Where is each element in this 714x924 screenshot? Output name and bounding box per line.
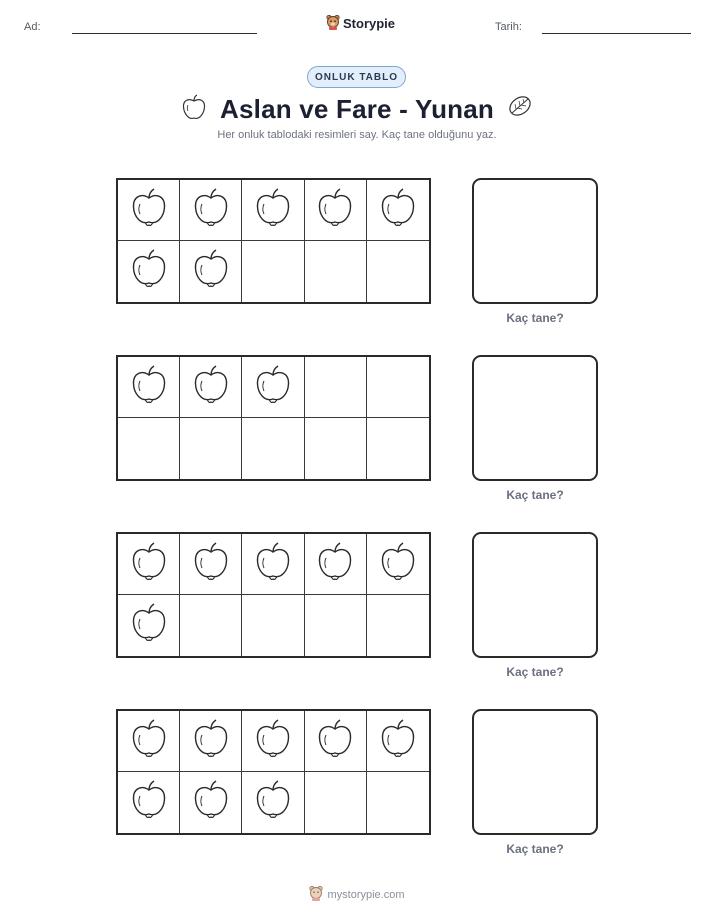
- apple-icon: [192, 248, 230, 295]
- ten-frame-cell: [180, 534, 242, 595]
- ten-frame-cell: [180, 711, 242, 772]
- ten-frame: [116, 355, 431, 481]
- ten-frame-cell: [118, 711, 180, 772]
- footer: [0, 885, 714, 904]
- footer-url[interactable]: mystorypie.com: [327, 888, 405, 901]
- ten-frame-cell: [367, 595, 429, 656]
- answer-box[interactable]: [472, 709, 598, 835]
- ten-frame-cell: [242, 595, 304, 656]
- ten-frame-cell: [118, 241, 180, 302]
- ten-frame-cell: [367, 357, 429, 418]
- ten-frame-cell: [180, 595, 242, 656]
- ten-frame-cell: [305, 595, 367, 656]
- apple-icon: [379, 187, 417, 234]
- ten-frame: [116, 709, 431, 835]
- ten-frame-cell: [180, 772, 242, 833]
- apple-icon: [192, 364, 230, 411]
- ten-frame-cell: [367, 241, 429, 302]
- ten-frame-cell: [242, 357, 304, 418]
- apple-icon: [379, 718, 417, 765]
- apple-icon: [192, 779, 230, 826]
- ten-frame: [116, 532, 431, 658]
- apple-icon: [192, 187, 230, 234]
- ten-frame-cell: [367, 772, 429, 833]
- ten-frame-cell: [367, 711, 429, 772]
- ten-frame-cell: [118, 534, 180, 595]
- apple-icon: [316, 187, 354, 234]
- apple-icon: [130, 779, 168, 826]
- answer-label: Kaç tane?: [506, 311, 564, 325]
- apple-icon: [316, 541, 354, 588]
- name-line[interactable]: [72, 33, 257, 34]
- ten-frame-cell: [305, 357, 367, 418]
- ten-frame-cell: [242, 180, 304, 241]
- ten-frame-cell: [305, 711, 367, 772]
- apple-icon: [379, 541, 417, 588]
- date-label: Tarih:: [495, 21, 522, 33]
- ten-frame-cell: [180, 241, 242, 302]
- answer-label: Kaç tane?: [506, 842, 564, 856]
- ten-frame-cell: [305, 418, 367, 479]
- ten-frame-cell: [118, 180, 180, 241]
- apple-icon: [130, 364, 168, 411]
- name-label: Ad:: [24, 21, 41, 33]
- ten-frame-cell: [242, 772, 304, 833]
- brand-logo: [326, 14, 395, 33]
- ten-frame: [116, 178, 431, 304]
- apple-icon: [254, 541, 292, 588]
- answer-label: Kaç tane?: [506, 488, 564, 502]
- apple-icon: [254, 187, 292, 234]
- ten-frame-cell: [118, 357, 180, 418]
- bear-icon: [326, 14, 340, 33]
- apple-icon: [192, 718, 230, 765]
- ten-frame-cell: [118, 595, 180, 656]
- ten-frame-cell: [242, 534, 304, 595]
- answer-box[interactable]: [472, 355, 598, 481]
- answer-box[interactable]: [472, 532, 598, 658]
- apple-icon: [254, 779, 292, 826]
- brand-name: Storypie: [343, 16, 396, 31]
- apple-icon: [254, 364, 292, 411]
- date-line[interactable]: [542, 33, 691, 34]
- ten-frame-cell: [367, 180, 429, 241]
- leaf-icon: [506, 93, 534, 124]
- ten-frame-cell: [242, 711, 304, 772]
- ten-frame-cell: [367, 534, 429, 595]
- apple-icon: [130, 187, 168, 234]
- ten-frame-cell: [305, 772, 367, 833]
- ten-frame-cell: [367, 418, 429, 479]
- ten-frame-cell: [180, 180, 242, 241]
- ten-frame-cell: [180, 418, 242, 479]
- ten-frame-cell: [180, 357, 242, 418]
- apple-icon: [316, 718, 354, 765]
- answer-box[interactable]: [472, 178, 598, 304]
- apple-icon: [130, 541, 168, 588]
- ten-frame-cell: [305, 180, 367, 241]
- apple-icon: [192, 541, 230, 588]
- apple-icon: [130, 718, 168, 765]
- apple-icon: [130, 248, 168, 295]
- category-badge: ONLUK TABLO: [307, 66, 406, 88]
- ten-frame-cell: [118, 772, 180, 833]
- ten-frame-cell: [305, 534, 367, 595]
- page-title: Aslan ve Fare - Yunan: [220, 93, 494, 124]
- instructions: Her onluk tablodaki resimleri say. Kaç tane olduğunu yaz.: [217, 129, 497, 141]
- ten-frame-cell: [118, 418, 180, 479]
- ten-frame-cell: [242, 418, 304, 479]
- apple-icon: [130, 602, 168, 649]
- ten-frame-cell: [242, 241, 304, 302]
- answer-label: Kaç tane?: [506, 665, 564, 679]
- apple-icon: [254, 718, 292, 765]
- ten-frame-cell: [305, 241, 367, 302]
- bear-icon: [309, 885, 323, 904]
